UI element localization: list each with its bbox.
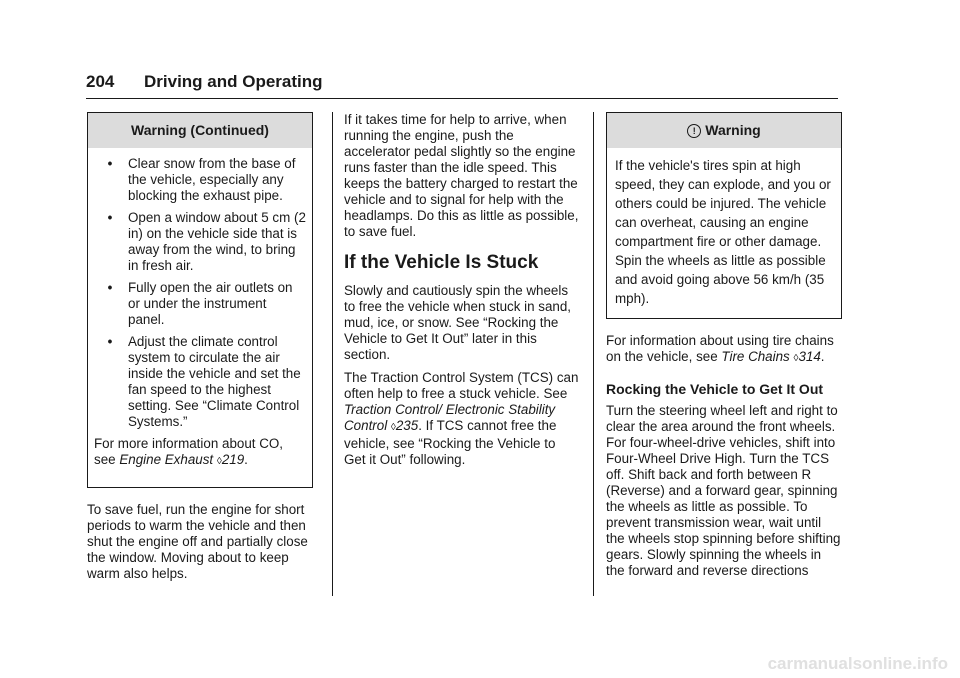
bullet: • bbox=[107, 334, 113, 349]
page-header bbox=[86, 70, 838, 99]
warning-box bbox=[606, 112, 842, 319]
page-ref-icon: ◊ bbox=[793, 353, 799, 364]
warning-box-body: If the vehicle's tires spin at high speed, they can explode, and you or others could be injured. The vehicle can overheat, causing an engine compartment fire or other damage. Spin the wheels as little as possible and avoid going above 56 km/h (35 mph). bbox=[615, 158, 831, 306]
column-divider bbox=[593, 112, 594, 596]
bullet: • bbox=[107, 210, 113, 225]
bullet: • bbox=[107, 280, 113, 295]
warning-box-title: ! Warning bbox=[607, 113, 841, 148]
section-heading: Rocking the Vehicle to Get It Out bbox=[606, 381, 824, 397]
page-ref[interactable]: 235 bbox=[395, 418, 419, 433]
section-heading: If the Vehicle Is Stuck bbox=[344, 252, 539, 273]
column-1 bbox=[87, 112, 313, 589]
watermark: carmanualsonline.info bbox=[767, 654, 948, 673]
column-2 bbox=[344, 112, 579, 475]
warning-box-body bbox=[88, 148, 312, 487]
column-divider bbox=[332, 112, 333, 596]
list-item: • Fully open the air outlets on or under the instrument panel. bbox=[94, 280, 306, 328]
more-info-paragraph: For more information about CO, see Engine Exhaust ◊219. bbox=[94, 436, 284, 467]
paragraph: To save fuel, run the engine for short periods to warm the vehicle and then shut the engine off and partially close the window. Moving about to keep warm also helps. bbox=[87, 502, 308, 581]
warning-icon: ! bbox=[687, 124, 701, 138]
reference-link[interactable]: Tire Chains bbox=[721, 349, 790, 364]
paragraph: The Traction Control System (TCS) can often help to free a stuck vehicle. See Traction Control/ Electronic Stability Control ◊235. If TCS cannot free the vehicle, see “Rocking the Vehicle to Get it Out” following. bbox=[344, 370, 579, 467]
page-ref[interactable]: 219 bbox=[221, 452, 245, 467]
list-item: • Adjust the climate control system to circulate the air inside the vehicle and set the fan speed to the highest setting. See “Climate Control Systems.” bbox=[94, 334, 306, 430]
bullet: • bbox=[107, 156, 113, 171]
paragraph: For information about using tire chains on the vehicle, see Tire Chains ◊314. bbox=[606, 333, 834, 364]
list-item: • Clear snow from the base of the vehicle, especially any blocking the exhaust pipe. bbox=[94, 156, 306, 204]
warning-box-title: Warning (Continued) bbox=[88, 113, 312, 148]
paragraph: If it takes time for help to arrive, when running the engine, push the accelerator pedal slightly so the engine runs faster than the idle speed. This keeps the battery charged to restart the vehicle and to signal for help with the headlamps. Do this as little as possible, to save fuel. bbox=[344, 112, 579, 239]
column-3 bbox=[606, 112, 842, 586]
list-item: • Open a window about 5 cm (2 in) on the vehicle side that is away from the wind, to bring in fresh air. bbox=[94, 210, 306, 274]
page-ref-icon: ◊ bbox=[390, 422, 396, 433]
paragraph: Turn the steering wheel left and right to clear the area around the front wheels. For four-wheel-drive vehicles, shift into Four-Wheel Drive High. Turn the TCS off. Shift back and forth between R (Reverse) and a forward gear, spinning the wheels as little as possible. To prevent transmission wear, wait until the wheels stop spinning before shifting gears. Slowly spinning the wheels in the forward and reverse directions bbox=[606, 403, 841, 578]
page-ref[interactable]: 314 bbox=[798, 349, 821, 364]
warning-box-continued bbox=[87, 112, 313, 488]
section-title: Driving and Operating bbox=[144, 72, 323, 91]
paragraph: Slowly and cautiously spin the wheels to free the vehicle when stuck in sand, mud, ice, or snow. See “Rocking the Vehicle to Get It Out” later in this section. bbox=[344, 283, 572, 362]
reference-link[interactable]: Engine Exhaust bbox=[119, 452, 214, 467]
reference-link[interactable]: Traction Control/ Electronic Stability Control bbox=[344, 402, 556, 433]
page-ref-icon: ◊ bbox=[216, 456, 222, 467]
page-number: 204 bbox=[86, 72, 115, 91]
